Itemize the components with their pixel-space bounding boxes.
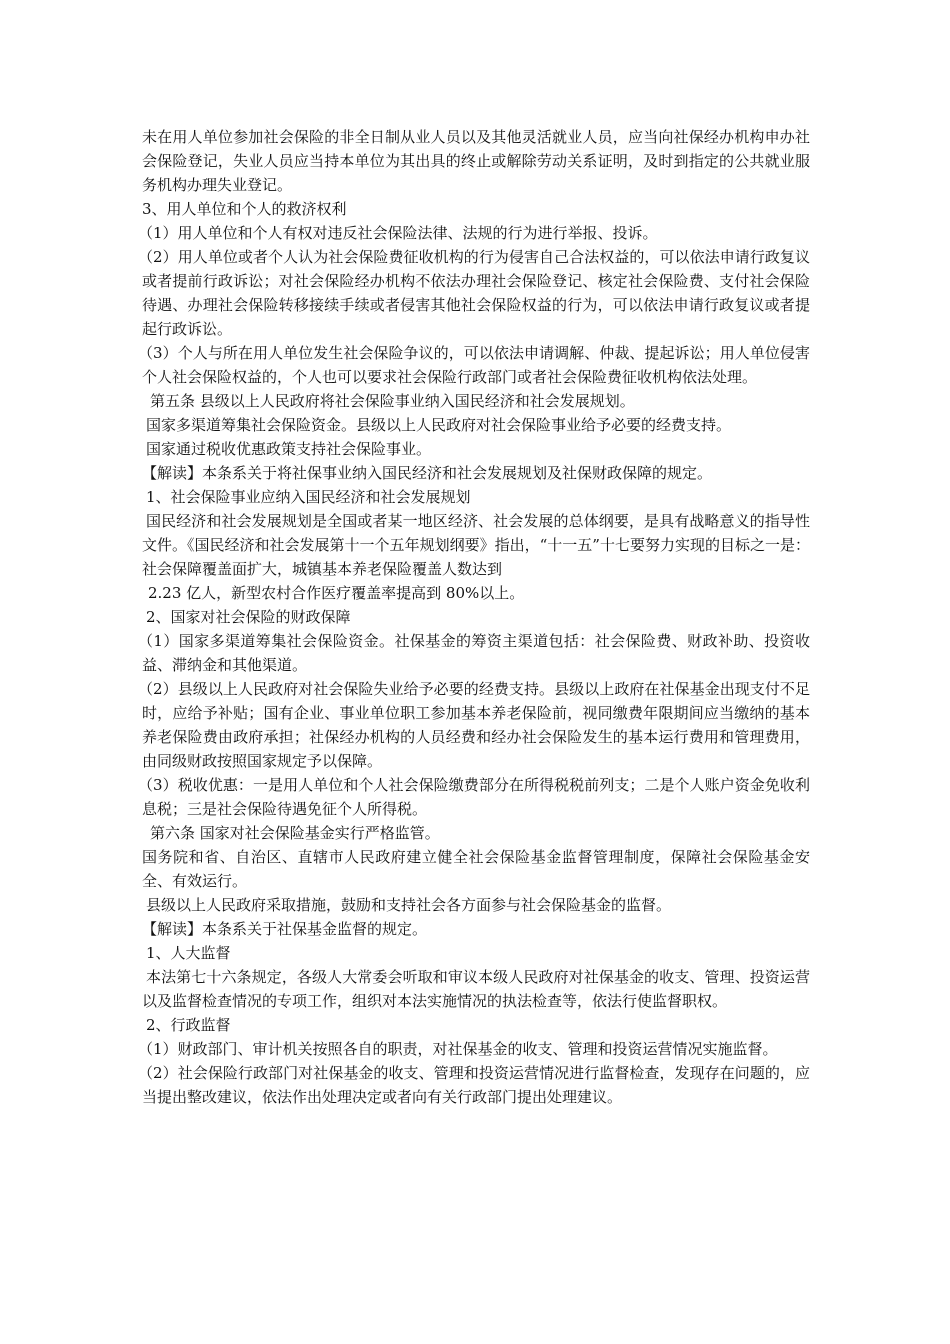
article-heading: 第六条 国家对社会保险基金实行严格监管。 bbox=[150, 824, 440, 842]
article-heading: 第五条 县级以上人民政府将社会保险事业纳入国民经济和社会发展规划。 bbox=[150, 392, 635, 410]
paragraph: （3）个人与所在用人单位发生社会保险争议的，可以依法申请调解、仲裁、提起诉讼；用人单位侵害个人社会保险权益的，个人也可以要求社会保险行政部门或者社会保险费征收机构依法处理。 bbox=[138, 344, 810, 386]
paragraph: （3）税收优惠：一是用人单位和个人社会保险缴费部分在所得税税前列支；二是个人账户资金免收利息税；三是社会保险待遇免征个人所得税。 bbox=[138, 776, 810, 818]
paragraph: （1）财政部门、审计机关按照各自的职责，对社保基金的收支、管理和投资运营情况实施监督。 bbox=[138, 1040, 778, 1058]
paragraph: （1）国家多渠道筹集社会保险资金。社保基金的筹资主渠道包括：社会保险费、财政补助、投资收益、滞纳金和其他渠道。 bbox=[138, 632, 810, 674]
section-heading: 2、行政监督 bbox=[146, 1016, 231, 1034]
paragraph: 本法第七十六条规定，各级人大常委会听取和审议本级人民政府对社保基金的收支、管理、投资运营以及监督检查情况的专项工作，组织对本法实施情况的执法检查等，依法行使监督职权。 bbox=[142, 968, 810, 1010]
paragraph: 2.23 亿人，新型农村合作医疗覆盖率提高到 80%以上。 bbox=[148, 584, 525, 602]
paragraph: （2）县级以上人民政府对社会保险失业给予必要的经费支持。县级以上政府在社保基金出现支付不足时，应给予补贴；国有企业、事业单位职工参加基本养老保险前，视同缴费年限期间应当缴纳的基本养老保险费由政府承担；社保经办机构的人员经费和经办社会保险发生的基本运行费用和管理费用，由同级财政按照国家规定予以保障。 bbox=[138, 680, 810, 770]
interpretation-heading: 【解读】本条系关于将社保事业纳入国民经济和社会发展规划及社保财政保障的规定。 bbox=[142, 464, 713, 482]
paragraph: 国家通过税收优惠政策支持社会保险事业。 bbox=[146, 440, 432, 458]
interpretation-heading: 【解读】本条系关于社保基金监督的规定。 bbox=[142, 920, 428, 938]
paragraph: （2）用人单位或者个人认为社会保险费征收机构的行为侵害自己合法权益的，可以依法申请行政复议或者提前行政诉讼；对社会保险经办机构不依法办理社会保险登记、核定社会保险费、支付社会保险待遇、办理社会保险转移接续手续或者侵害其他社会保险权益的行为，可以依法申请行政复议或者提起行政诉讼。 bbox=[138, 248, 810, 338]
paragraph: 国民经济和社会发展规划是全国或者某一地区经济、社会发展的总体纲要，是具有战略意义的指导性文件。《国民经济和社会发展第十一个五年规划纲要》指出，“十一五”十七要努力实现的目标之一是：社会保障覆盖面扩大，城镇基本养老保险覆盖人数达到 bbox=[142, 512, 810, 578]
paragraph: 国家多渠道筹集社会保险资金。县级以上人民政府对社会保险事业给予必要的经费支持。 bbox=[146, 416, 732, 434]
paragraph: 县级以上人民政府采取措施，鼓励和支持社会各方面参与社会保险基金的监督。 bbox=[146, 896, 672, 914]
section-heading: 1、人大监督 bbox=[146, 944, 231, 962]
paragraph: 未在用人单位参加社会保险的非全日制从业人员以及其他灵活就业人员，应当向社保经办机构申办社会保险登记，失业人员应当持本单位为其出具的终止或解除劳动关系证明，及时到指定的公共就业服务机构办理失业登记。 bbox=[142, 128, 810, 194]
section-heading: 3、用人单位和个人的救济权利 bbox=[142, 200, 347, 218]
paragraph: （1）用人单位和个人有权对违反社会保险法律、法规的行为进行举报、投诉。 bbox=[138, 224, 658, 242]
paragraph: 国务院和省、自治区、直辖市人民政府建立健全社会保险基金监督管理制度，保障社会保险基金安全、有效运行。 bbox=[142, 848, 810, 890]
paragraph: （2）社会保险行政部门对社保基金的收支、管理和投资运营情况进行监督检查，发现存在问题的，应当提出整改建议，依法作出处理决定或者向有关行政部门提出处理建议。 bbox=[138, 1064, 810, 1106]
section-heading: 1、社会保险事业应纳入国民经济和社会发展规划 bbox=[146, 488, 471, 506]
section-heading: 2、国家对社会保险的财政保障 bbox=[146, 608, 351, 626]
document-body bbox=[138, 125, 810, 1109]
